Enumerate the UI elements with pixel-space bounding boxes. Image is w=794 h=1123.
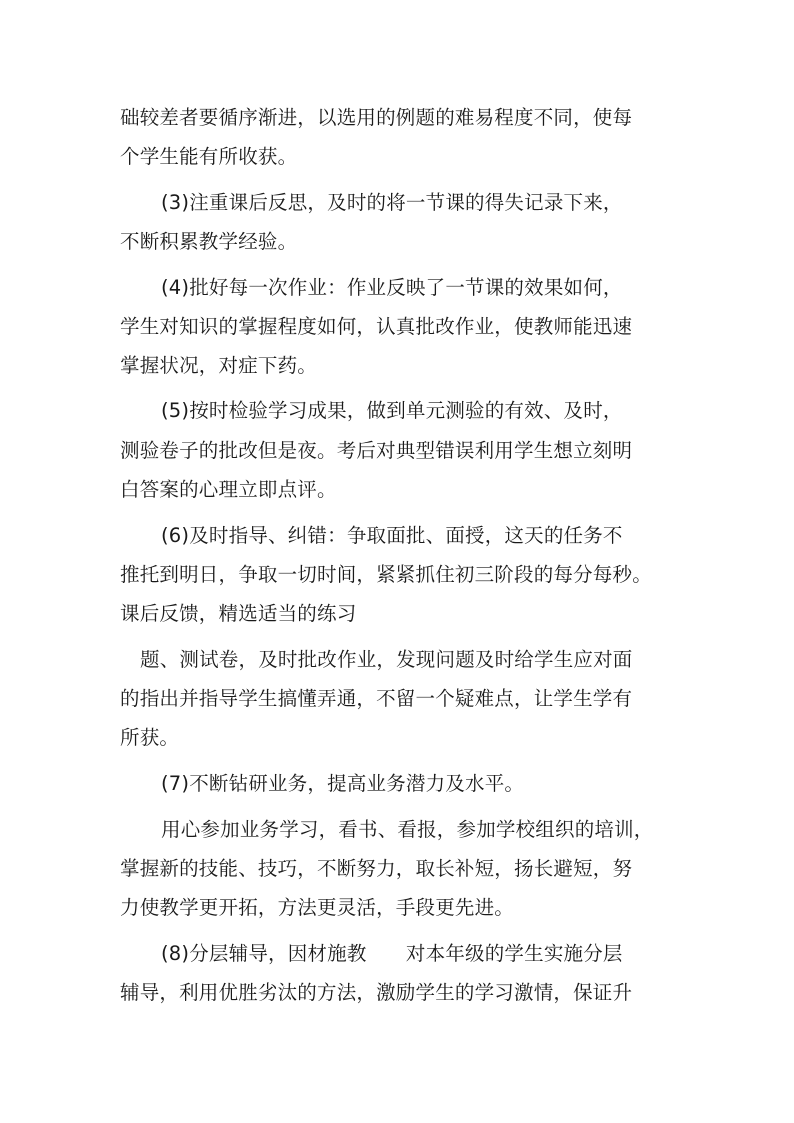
text-line: 掌握新的技能、技巧，不断努力，取长补短，扬长避短，努	[120, 857, 633, 880]
text-line: 推托到明日，争取一切时间，紧紧抓住初三阶段的每分每秒。	[120, 563, 652, 586]
text-line: 所获。	[120, 726, 180, 749]
text-line: 白答案的心理立即点评。	[120, 478, 337, 501]
text-line: 辅导，利用优胜劣汰的方法，激励学生的学习激情，保证升	[120, 981, 633, 1004]
text-line: 题、测试卷，及时批改作业，发现问题及时给学生应对面	[140, 648, 633, 671]
text-line: (7)不断钻研业务，提高业务潜力及水平。	[161, 772, 525, 795]
text-line: 础较差者要循序渐进，以选用的例题的难易程度不同，使每	[120, 106, 633, 129]
text-line: 用心参加业务学习，看书、看报，参加学校组织的培训，	[161, 818, 654, 841]
text-line: (4)批好每一次作业：作业反映了一节课的效果如何，	[161, 276, 623, 299]
text-line: 掌握状况，对症下药。	[120, 354, 318, 377]
text-line: 力使教学更开拓，方法更灵活，手段更先进。	[120, 896, 515, 919]
text-line: 测验卷子的批改但是夜。考后对典型错误利用学生想立刻明	[120, 439, 633, 462]
text-line: (5)按时检验学习成果，做到单元测验的有效、及时，	[161, 399, 623, 422]
text-line: 学生对知识的掌握程度如何，认真批改作业，使教师能迅速	[120, 315, 633, 338]
text-line: (6)及时指导、纠错：争取面批、面授，这天的任务不	[161, 524, 623, 547]
text-line: 的指出并指导学生搞懂弄通，不留一个疑难点，让学生学有	[120, 687, 633, 710]
text-line: 个学生能有所收获。	[120, 145, 298, 168]
text-line: 课后反馈，精选适当的练习	[120, 602, 357, 625]
text-line: 不断积累教学经验。	[120, 230, 298, 253]
text-line: (3)注重课后反思，及时的将一节课的得失记录下来，	[161, 191, 623, 214]
text-line: (8)分层辅导，因材施教 对本年级的学生实施分层	[161, 942, 623, 965]
